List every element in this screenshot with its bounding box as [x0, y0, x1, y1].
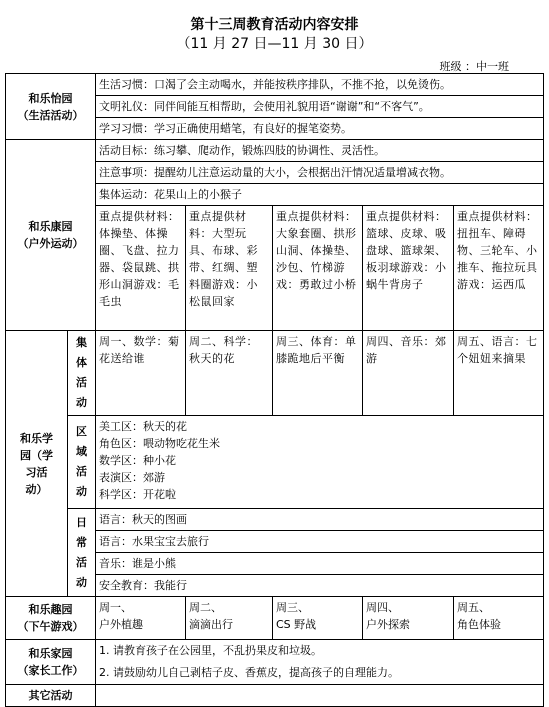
area-line: 表演区：郊游: [99, 471, 165, 484]
daily-line: 语言：水果宝宝去旅行: [96, 531, 543, 553]
group-activity-cell: 周一、数学：菊花送给谁: [96, 331, 186, 416]
health-line: 集体运动：花果山上的小猴子: [99, 188, 242, 201]
group-activity-label: [68, 331, 96, 416]
health-section-label: [6, 140, 96, 331]
area-line: 科学区：开花啦: [99, 488, 176, 501]
fun-activity: 角色体验: [457, 618, 501, 631]
section-name: 和乐学: [20, 431, 53, 445]
sub-label-char: 动: [76, 575, 87, 589]
other-content: [96, 685, 544, 707]
home-section-label: [6, 640, 96, 685]
group-activity-cell: 周四、音乐：郊游: [363, 331, 454, 416]
daily-line: 语言：秋天的图画: [96, 509, 543, 531]
section-subtitle: （户外运动）: [17, 237, 84, 250]
fun-day: 周五、: [457, 601, 490, 614]
life-row: [6, 74, 544, 140]
fun-cell: [454, 597, 544, 640]
other-row: [6, 685, 544, 707]
fun-cell: [273, 597, 363, 640]
materials-cell: 重点提供材料：体操垫、体操圈、飞盘、拉力器、袋鼠跳、拱形山洞游戏：毛毛虫: [96, 206, 186, 331]
schedule-table: [5, 73, 544, 707]
sub-label-char: 活: [76, 465, 87, 478]
area-activity-label: [68, 416, 96, 509]
sub-label-char: 动: [76, 396, 87, 409]
fun-activity: CS 野战: [276, 618, 317, 631]
fun-day: 周二、: [189, 601, 222, 614]
home-row: [6, 640, 544, 685]
group-activity-row: [6, 331, 544, 416]
fun-activity: 滴滴出行: [189, 618, 233, 631]
fun-section-label: [6, 597, 96, 640]
section-subtitle: （家长工作）: [17, 664, 84, 677]
health-row: [6, 140, 544, 206]
daily-activity-content: [96, 509, 544, 597]
section-name: 和乐趣园: [28, 603, 73, 616]
life-content: [96, 74, 544, 140]
health-content: [96, 140, 544, 206]
materials-cell: 重点提供材料：扭扭车、障碍物、三轮车、小推车、拖拉玩具游戏：运西瓜: [454, 206, 544, 331]
section-name: 和乐怡园: [28, 91, 73, 105]
health-line: 注意事项：提醒幼儿注意运动量的大小，会根据出汗情况适量增减衣物。: [96, 162, 543, 184]
daily-activity-label: [68, 509, 96, 597]
section-subtitle: （下午游戏）: [17, 620, 84, 633]
fun-activity: 户外探索: [366, 618, 410, 631]
health-line: 活动目标：练习攀、爬动作，锻炼四肢的协调性、灵活性。: [96, 140, 543, 162]
daily-line: 安全教育：我能行: [99, 579, 187, 592]
sub-label-char: 动: [76, 485, 87, 498]
life-line: 学习习惯：学习正确使用蜡笔，有良好的握笔姿势。: [99, 122, 352, 135]
life-line: 文明礼仪：同伴间能互相帮助，会使用礼貌用语“谢谢”和“不客气”。: [96, 96, 543, 118]
sub-label-char: 集: [76, 336, 87, 349]
fun-cell: [363, 597, 454, 640]
learning-section-label: [6, 331, 68, 597]
fun-day: 周三、: [276, 601, 309, 614]
section-name: 习活: [25, 465, 48, 479]
sub-label-char: 活: [76, 376, 87, 389]
fun-activity: 户外植趣: [99, 618, 143, 631]
area-activity-row: [6, 416, 544, 509]
page-title: 第十三周教育活动内容安排: [190, 17, 359, 33]
class-label: 班级 ：中一班: [439, 60, 509, 73]
group-activity-cell: 周五、语言：七个妞妞来摘果: [454, 331, 544, 416]
section-name: 和乐康园: [28, 220, 73, 233]
fun-day: 周一、: [99, 601, 132, 614]
home-content: [96, 640, 544, 685]
area-line: 角色区：喂动物吃花生米: [99, 437, 220, 450]
materials-cell: 重点提供材料：大象套圈、拱形山洞、体操垫、沙包、竹梯游戏：勇敢过小桥: [273, 206, 363, 331]
materials-cell: 重点提供材料：篮球、皮球、吸盘球、篮球架、板羽球游戏：小蜗牛背房子: [363, 206, 454, 331]
group-activity-cell: 周二、科学：秋天的花: [186, 331, 273, 416]
date-range: （11 月 27 日—11 月 30 日）: [176, 36, 373, 52]
area-line: 美工区：秋天的花: [99, 420, 187, 433]
sub-label-char: 活: [76, 555, 87, 569]
sub-label-char: 体: [76, 356, 87, 369]
sub-label-char: 日: [76, 515, 87, 529]
other-section-label: 其它活动: [6, 685, 96, 707]
sub-label-char: 常: [76, 535, 87, 549]
area-activity-content: [96, 416, 544, 509]
sub-label-char: 域: [76, 445, 87, 458]
life-section-label: [6, 74, 96, 140]
section-name: 动）: [25, 482, 48, 496]
life-line: 生活习惯：口渴了会主动喝水，并能按秩序排队，不推不抢，以免烫伤。: [96, 74, 543, 96]
sub-label-char: 区: [76, 425, 87, 438]
area-line: 数学区：种小花: [99, 454, 176, 467]
daily-line: 音乐：谁是小熊: [96, 553, 543, 575]
fun-day: 周四、: [366, 601, 399, 614]
section-name: 和乐家园: [28, 647, 73, 660]
home-line: 1. 请教育孩子在公园里，不乱扔果皮和垃圾。: [99, 644, 322, 657]
section-name: 园（学: [20, 448, 53, 462]
section-subtitle: （生活活动）: [17, 108, 84, 122]
home-line: 2. 请鼓励幼儿自己剥桔子皮、香蕉皮，提高孩子的自理能力。: [99, 666, 399, 679]
group-activity-cell: 周三、体育：单膝跪地后平衡: [273, 331, 363, 416]
daily-activity-row: [6, 509, 544, 597]
fun-row: [6, 597, 544, 640]
materials-cell: 重点提供材料：大型玩具、布球、彩带、红绸、塑料圈游戏：小松鼠回家: [186, 206, 273, 331]
fun-cell: [186, 597, 273, 640]
fun-cell: [96, 597, 186, 640]
